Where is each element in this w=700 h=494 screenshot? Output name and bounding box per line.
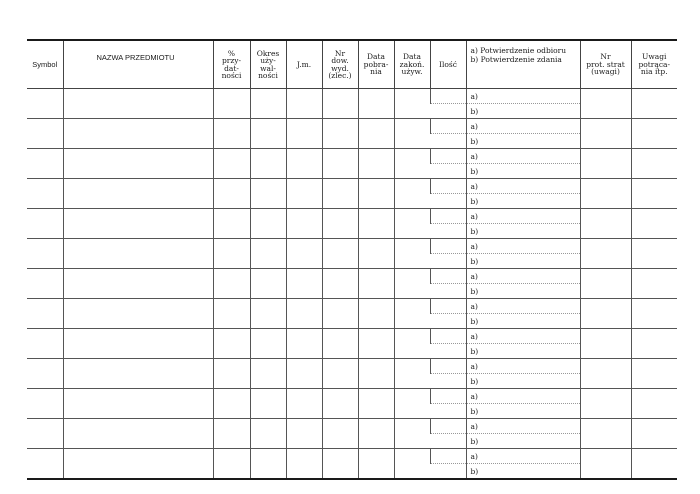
potwierdzenie-zdania-cell[interactable]: b) xyxy=(466,344,580,359)
jm-cell[interactable] xyxy=(286,119,322,149)
nr-dow-cell[interactable] xyxy=(322,119,358,149)
header-jm: J.m. xyxy=(286,40,322,89)
ilosc-cell[interactable] xyxy=(430,284,466,299)
table-row xyxy=(27,239,677,254)
uwagi-cell[interactable] xyxy=(631,239,677,269)
data-pobrania-cell[interactable] xyxy=(358,299,394,329)
nazwa-cell[interactable] xyxy=(63,179,213,209)
data-zakon-cell[interactable] xyxy=(394,419,430,449)
data-pobrania-cell[interactable] xyxy=(358,359,394,389)
symbol-cell[interactable] xyxy=(27,449,63,480)
uwagi-cell[interactable] xyxy=(631,299,677,329)
header-nr-dowodu: Nr dow. wyd. (zlec.) xyxy=(322,40,358,89)
data-pobrania-cell[interactable] xyxy=(358,179,394,209)
symbol-cell[interactable] xyxy=(27,239,63,269)
potwierdzenie-odbioru-cell[interactable]: a) xyxy=(466,119,580,134)
jm-cell[interactable] xyxy=(286,359,322,389)
przydatnosc-cell[interactable] xyxy=(213,119,250,149)
uwagi-cell[interactable] xyxy=(631,269,677,299)
nazwa-cell[interactable] xyxy=(63,359,213,389)
uwagi-cell[interactable] xyxy=(631,419,677,449)
nr-prot-cell[interactable] xyxy=(580,179,631,209)
potwierdzenie-zdania-cell[interactable]: b) xyxy=(466,104,580,119)
przydatnosc-cell[interactable] xyxy=(213,449,250,480)
table-row xyxy=(27,449,677,464)
uwagi-cell[interactable] xyxy=(631,119,677,149)
header-data-pobrania: Data pobra- nia xyxy=(358,40,394,89)
potwierdzenie-odbioru-cell[interactable]: a) xyxy=(466,239,580,254)
header-data-zakonczenia: Data zakoń. używ. xyxy=(394,40,430,89)
ilosc-cell[interactable] xyxy=(430,149,466,164)
nr-dow-cell[interactable] xyxy=(322,149,358,179)
header-nr-protokolu: Nr prot. strat (uwagi) xyxy=(580,40,631,89)
jm-cell[interactable] xyxy=(286,449,322,480)
jm-cell[interactable] xyxy=(286,179,322,209)
data-zakon-cell[interactable] xyxy=(394,269,430,299)
uwagi-cell[interactable] xyxy=(631,179,677,209)
ilosc-cell[interactable] xyxy=(430,194,466,209)
data-zakon-cell[interactable] xyxy=(394,239,430,269)
nazwa-cell[interactable] xyxy=(63,419,213,449)
potwierdzenie-zdania-cell[interactable]: b) xyxy=(466,464,580,480)
header-ilosc: Ilość xyxy=(430,40,466,89)
nazwa-cell[interactable] xyxy=(63,89,213,119)
nazwa-cell[interactable] xyxy=(63,239,213,269)
przydatnosc-cell[interactable] xyxy=(213,299,250,329)
potwierdzenie-odbioru-cell[interactable]: a) xyxy=(466,449,580,464)
ilosc-cell[interactable] xyxy=(430,434,466,449)
potwierdzenie-zdania-cell[interactable]: b) xyxy=(466,224,580,239)
okres-cell[interactable] xyxy=(250,119,286,149)
ilosc-cell[interactable] xyxy=(430,344,466,359)
data-zakon-cell[interactable] xyxy=(394,149,430,179)
jm-cell[interactable] xyxy=(286,209,322,239)
table-row xyxy=(27,389,677,404)
potwierdzenie-zdania-cell[interactable]: b) xyxy=(466,194,580,209)
przydatnosc-cell[interactable] xyxy=(213,359,250,389)
data-pobrania-cell[interactable] xyxy=(358,89,394,119)
przydatnosc-cell[interactable] xyxy=(213,209,250,239)
ilosc-cell[interactable] xyxy=(430,464,466,480)
data-zakon-cell[interactable] xyxy=(394,299,430,329)
symbol-cell[interactable] xyxy=(27,389,63,419)
data-zakon-cell[interactable] xyxy=(394,179,430,209)
okres-cell[interactable] xyxy=(250,359,286,389)
nr-prot-cell[interactable] xyxy=(580,209,631,239)
uwagi-cell[interactable] xyxy=(631,89,677,119)
data-pobrania-cell[interactable] xyxy=(358,269,394,299)
data-zakon-cell[interactable] xyxy=(394,89,430,119)
header-uwagi: Uwagi potrąca- nia itp. xyxy=(631,40,677,89)
ilosc-cell[interactable] xyxy=(430,104,466,119)
okres-cell[interactable] xyxy=(250,299,286,329)
nr-prot-cell[interactable] xyxy=(580,449,631,480)
potwierdzenie-zdania-cell[interactable]: b) xyxy=(466,134,580,149)
table-row xyxy=(27,119,677,134)
symbol-cell[interactable] xyxy=(27,209,63,239)
okres-cell[interactable] xyxy=(250,239,286,269)
table-row xyxy=(27,209,677,224)
potwierdzenie-odbioru-cell[interactable]: a) xyxy=(466,269,580,284)
nr-dow-cell[interactable] xyxy=(322,209,358,239)
przydatnosc-cell[interactable] xyxy=(213,389,250,419)
nr-prot-cell[interactable] xyxy=(580,89,631,119)
potwierdzenie-zdania-cell[interactable]: b) xyxy=(466,284,580,299)
nazwa-cell[interactable] xyxy=(63,299,213,329)
data-zakon-cell[interactable] xyxy=(394,329,430,359)
table-row xyxy=(27,269,677,284)
nr-dow-cell[interactable] xyxy=(322,329,358,359)
nazwa-cell[interactable] xyxy=(63,149,213,179)
nr-prot-cell[interactable] xyxy=(580,119,631,149)
ilosc-cell[interactable] xyxy=(430,119,466,134)
header-symbol: Symbol xyxy=(27,40,63,89)
ilosc-cell[interactable] xyxy=(430,449,466,464)
nr-prot-cell[interactable] xyxy=(580,329,631,359)
potwierdzenie-odbioru-cell[interactable]: a) xyxy=(466,209,580,224)
data-pobrania-cell[interactable] xyxy=(358,149,394,179)
potwierdzenie-odbioru-cell[interactable]: a) xyxy=(466,179,580,194)
okres-cell[interactable] xyxy=(250,269,286,299)
data-zakon-cell[interactable] xyxy=(394,449,430,480)
ilosc-cell[interactable] xyxy=(430,179,466,194)
table-body xyxy=(27,89,677,480)
data-pobrania-cell[interactable] xyxy=(358,119,394,149)
nr-prot-cell[interactable] xyxy=(580,389,631,419)
header-przydatnosc: % przy- dat- ności xyxy=(213,40,250,89)
data-pobrania-cell[interactable] xyxy=(358,209,394,239)
ilosc-cell[interactable] xyxy=(430,254,466,269)
nazwa-cell[interactable] xyxy=(63,449,213,480)
data-pobrania-cell[interactable] xyxy=(358,239,394,269)
nr-prot-cell[interactable] xyxy=(580,269,631,299)
uwagi-cell[interactable] xyxy=(631,209,677,239)
ilosc-cell[interactable] xyxy=(430,209,466,224)
inventory-form xyxy=(27,39,677,480)
ilosc-cell[interactable] xyxy=(430,239,466,254)
symbol-cell[interactable] xyxy=(27,179,63,209)
table-row xyxy=(27,419,677,434)
potwierdzenie-zdania-cell[interactable]: b) xyxy=(466,254,580,269)
przydatnosc-cell[interactable] xyxy=(213,239,250,269)
jm-cell[interactable] xyxy=(286,89,322,119)
ilosc-cell[interactable] xyxy=(430,269,466,284)
okres-cell[interactable] xyxy=(250,419,286,449)
nr-prot-cell[interactable] xyxy=(580,299,631,329)
ilosc-cell[interactable] xyxy=(430,314,466,329)
potwierdzenie-zdania-cell[interactable]: b) xyxy=(466,434,580,449)
przydatnosc-cell[interactable] xyxy=(213,179,250,209)
ilosc-cell[interactable] xyxy=(430,134,466,149)
potwierdzenie-odbioru-cell[interactable]: a) xyxy=(466,149,580,164)
symbol-cell[interactable] xyxy=(27,269,63,299)
ilosc-cell[interactable] xyxy=(430,299,466,314)
symbol-cell[interactable] xyxy=(27,359,63,389)
nr-prot-cell[interactable] xyxy=(580,419,631,449)
przydatnosc-cell[interactable] xyxy=(213,89,250,119)
table-row xyxy=(27,89,677,104)
header-nazwa-przedmiotu: NAZWA PRZEDMIOTU xyxy=(63,40,213,89)
okres-cell[interactable] xyxy=(250,389,286,419)
nazwa-cell[interactable] xyxy=(63,329,213,359)
ilosc-cell[interactable] xyxy=(430,89,466,104)
nr-dow-cell[interactable] xyxy=(322,419,358,449)
potwierdzenie-odbioru-cell[interactable]: a) xyxy=(466,419,580,434)
okres-cell[interactable] xyxy=(250,329,286,359)
symbol-cell[interactable] xyxy=(27,119,63,149)
przydatnosc-cell[interactable] xyxy=(213,149,250,179)
potwierdzenie-odbioru-cell[interactable]: a) xyxy=(466,389,580,404)
potwierdzenie-zdania-cell[interactable]: b) xyxy=(466,164,580,179)
uwagi-cell[interactable] xyxy=(631,149,677,179)
ilosc-cell[interactable] xyxy=(430,404,466,419)
nr-dow-cell[interactable] xyxy=(322,449,358,480)
okres-cell[interactable] xyxy=(250,449,286,480)
nazwa-cell[interactable] xyxy=(63,389,213,419)
jm-cell[interactable] xyxy=(286,389,322,419)
nazwa-cell[interactable] xyxy=(63,209,213,239)
data-zakon-cell[interactable] xyxy=(394,119,430,149)
uwagi-cell[interactable] xyxy=(631,329,677,359)
nr-dow-cell[interactable] xyxy=(322,359,358,389)
nr-prot-cell[interactable] xyxy=(580,149,631,179)
ilosc-cell[interactable] xyxy=(430,389,466,404)
uwagi-cell[interactable] xyxy=(631,359,677,389)
nr-dow-cell[interactable] xyxy=(322,239,358,269)
potwierdzenie-zdania-cell[interactable]: b) xyxy=(466,404,580,419)
potwierdzenie-odbioru-cell[interactable]: a) xyxy=(466,299,580,314)
symbol-cell[interactable] xyxy=(27,329,63,359)
jm-cell[interactable] xyxy=(286,269,322,299)
jm-cell[interactable] xyxy=(286,329,322,359)
header-okres-uzywalnosci: Okres uży- wal- ności xyxy=(250,40,286,89)
potwierdzenie-zdania-cell[interactable]: b) xyxy=(466,374,580,389)
ilosc-cell[interactable] xyxy=(430,419,466,434)
nr-dow-cell[interactable] xyxy=(322,299,358,329)
table-row xyxy=(27,149,677,164)
header-potwierdzenie: a) Potwierdzenie odbioru b) Potwierdzenie zdania xyxy=(466,40,580,89)
table-row xyxy=(27,329,677,344)
table-row xyxy=(27,179,677,194)
table-row xyxy=(27,359,677,374)
okres-cell[interactable] xyxy=(250,149,286,179)
okres-cell[interactable] xyxy=(250,209,286,239)
data-pobrania-cell[interactable] xyxy=(358,389,394,419)
ilosc-cell[interactable] xyxy=(430,359,466,374)
data-pobrania-cell[interactable] xyxy=(358,419,394,449)
potwierdzenie-odbioru-cell[interactable]: a) xyxy=(466,89,580,104)
uwagi-cell[interactable] xyxy=(631,389,677,419)
nr-prot-cell[interactable] xyxy=(580,359,631,389)
symbol-cell[interactable] xyxy=(27,149,63,179)
nr-dow-cell[interactable] xyxy=(322,269,358,299)
uwagi-cell[interactable] xyxy=(631,449,677,480)
ilosc-cell[interactable] xyxy=(430,329,466,344)
przydatnosc-cell[interactable] xyxy=(213,269,250,299)
ilosc-cell[interactable] xyxy=(430,224,466,239)
okres-cell[interactable] xyxy=(250,179,286,209)
potwierdzenie-zdania-cell[interactable]: b) xyxy=(466,314,580,329)
przydatnosc-cell[interactable] xyxy=(213,419,250,449)
inventory-table xyxy=(27,39,677,480)
jm-cell[interactable] xyxy=(286,149,322,179)
data-pobrania-cell[interactable] xyxy=(358,449,394,480)
nr-dow-cell[interactable] xyxy=(322,89,358,119)
data-zakon-cell[interactable] xyxy=(394,209,430,239)
jm-cell[interactable] xyxy=(286,299,322,329)
nazwa-cell[interactable] xyxy=(63,119,213,149)
nr-prot-cell[interactable] xyxy=(580,239,631,269)
nazwa-cell[interactable] xyxy=(63,269,213,299)
header-row xyxy=(27,40,677,89)
data-zakon-cell[interactable] xyxy=(394,359,430,389)
nr-dow-cell[interactable] xyxy=(322,179,358,209)
symbol-cell[interactable] xyxy=(27,419,63,449)
okres-cell[interactable] xyxy=(250,89,286,119)
jm-cell[interactable] xyxy=(286,419,322,449)
data-zakon-cell[interactable] xyxy=(394,389,430,419)
symbol-cell[interactable] xyxy=(27,299,63,329)
ilosc-cell[interactable] xyxy=(430,374,466,389)
przydatnosc-cell[interactable] xyxy=(213,329,250,359)
data-pobrania-cell[interactable] xyxy=(358,329,394,359)
ilosc-cell[interactable] xyxy=(430,164,466,179)
potwierdzenie-odbioru-cell[interactable]: a) xyxy=(466,329,580,344)
potwierdzenie-odbioru-cell[interactable]: a) xyxy=(466,359,580,374)
symbol-cell[interactable] xyxy=(27,89,63,119)
nr-dow-cell[interactable] xyxy=(322,389,358,419)
table-row xyxy=(27,299,677,314)
jm-cell[interactable] xyxy=(286,239,322,269)
